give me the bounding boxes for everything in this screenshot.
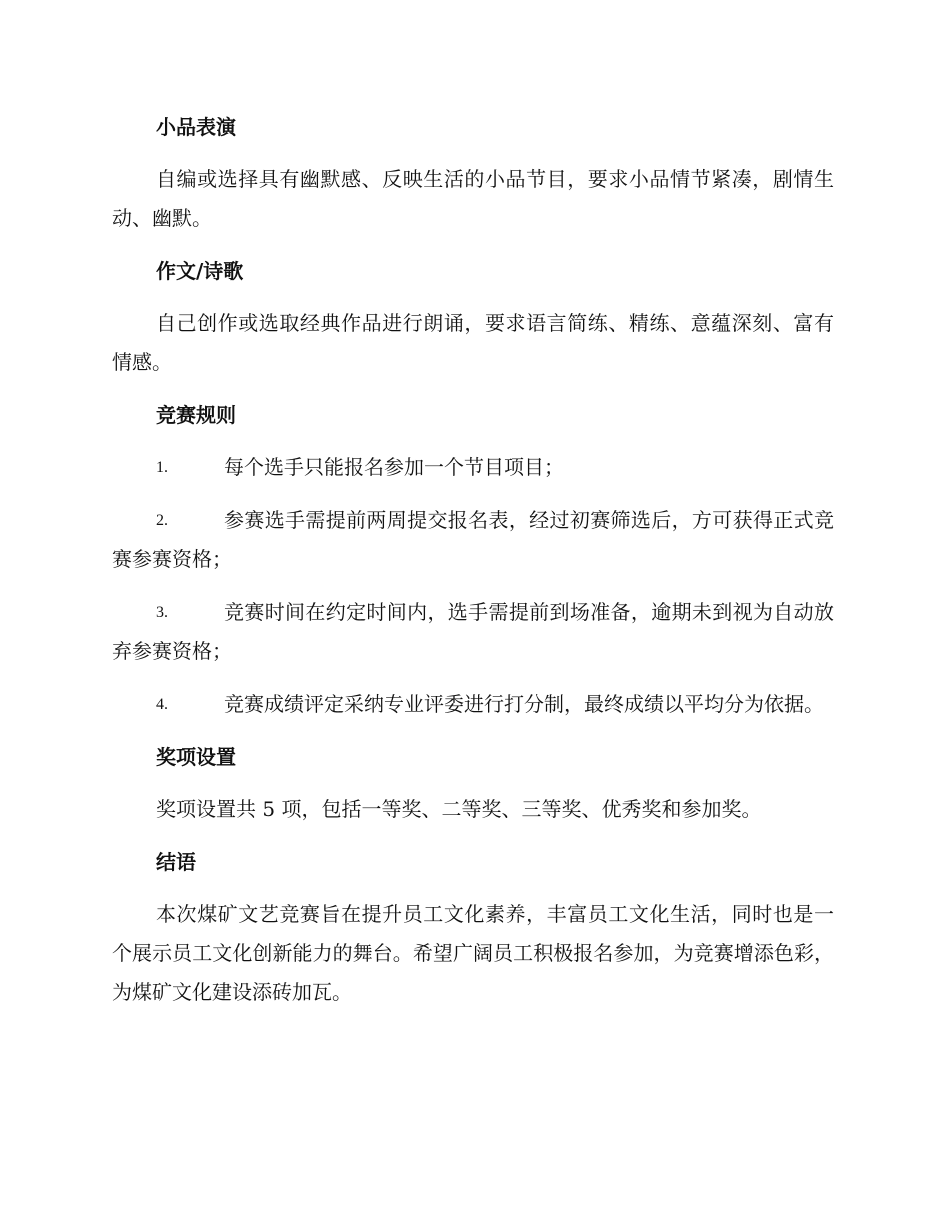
section-heading-conclusion: 结语 bbox=[156, 850, 196, 874]
rule-item bbox=[112, 448, 834, 487]
document-page bbox=[112, 108, 834, 1026]
section-heading-essay-poetry: 作文/诗歌 bbox=[156, 259, 244, 283]
rule-number: 1. bbox=[156, 459, 168, 476]
section-heading-skit: 小品表演 bbox=[156, 115, 236, 139]
rule-text: 每个选手只能报名参加一个节目项目； bbox=[224, 455, 564, 479]
rule-number: 2. bbox=[156, 512, 168, 529]
rule-item bbox=[112, 685, 834, 724]
section-body-essay-poetry: 自己创作或选取经典作品进行朗诵，要求语言简练、精练、意蕴深刻、富有情感。 bbox=[112, 311, 834, 374]
section-body-awards: 奖项设置共 5 项，包括一等奖、二等奖、三等奖、优秀奖和参加奖。 bbox=[156, 797, 762, 821]
rule-text: 竞赛时间在约定时间内，选手需提前到场准备，逾期未到视为自动放弃参赛资格； bbox=[112, 600, 834, 663]
section-heading-rules: 竞赛规则 bbox=[156, 403, 236, 427]
section-body-skit: 自编或选择具有幽默感、反映生活的小品节目，要求小品情节紧凑，剧情生动、幽默。 bbox=[112, 167, 834, 230]
rule-text: 竞赛成绩评定采纳专业评委进行打分制，最终成绩以平均分为依据。 bbox=[224, 692, 824, 716]
section-heading-awards: 奖项设置 bbox=[156, 745, 236, 769]
rule-item bbox=[112, 593, 834, 671]
rule-number: 4. bbox=[156, 696, 168, 713]
section-body-conclusion: 本次煤矿文艺竞赛旨在提升员工文化素养，丰富员工文化生活，同时也是一个展示员工文化创新能力的舞台。希望广阔员工积极报名参加，为竞赛增添色彩，为煤矿文化建设添砖加瓦。 bbox=[112, 902, 834, 1004]
rule-text: 参赛选手需提前两周提交报名表，经过初赛筛选后，方可获得正式竞赛参赛资格； bbox=[112, 508, 834, 571]
rule-item bbox=[112, 501, 834, 579]
rule-number: 3. bbox=[156, 604, 168, 621]
